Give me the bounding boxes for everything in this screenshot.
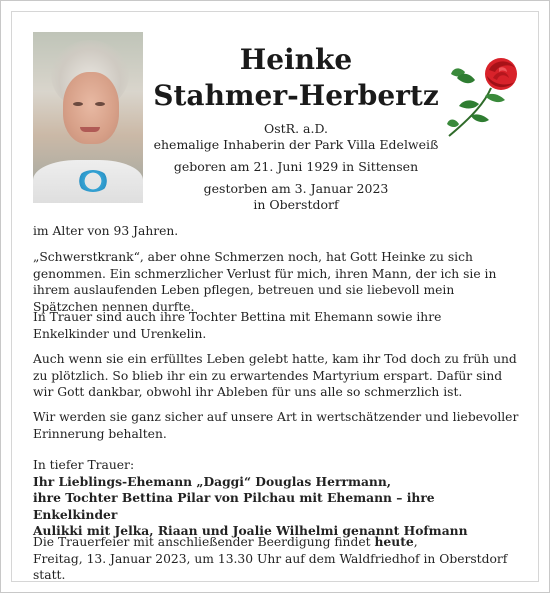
paragraph-1: „Schwerstkrank“, aber ohne Schmerzen noch, hat Gott Heinke zu sich genommen. Ein schmerzlicher Verlust für mich, ihren Mann, der ich sie in ihrem auslaufenden Leben pflegen, betreuen und sie liebevoll mein Spätzchen nennen durfte.	[33, 250, 497, 314]
deceased-first-name: Heinke	[239, 43, 353, 76]
funeral-info: Die Trauerfeier mit anschließender Beerdigung findet heute, Freitag, 13. Januar 2023, um 13.30 Uhr auf dem Waldfriedhof in Oberstdorf statt.	[33, 534, 521, 584]
mourner-husband: Ihr Lieblings-Ehemann „Daggi“ Douglas Herrmann,	[33, 473, 392, 489]
mourner-daughter: ihre Tochter Bettina Pilar von Pilchau mit Ehemann – ihre Enkelkinder	[33, 490, 435, 522]
paragraph-3: Auch wenn sie ein erfülltes Leben gelebt hatte, kam ihr Tod doch zu früh und zu plötzlich. So blieb ihr ein zu erwartendes Martyrium erspart. Dafür sind wir Gott dankbar, obwohl ihr Ableben für uns alle so schmerzlich ist.	[33, 352, 517, 399]
deceased-last-name: Stahmer-Herbertz	[153, 79, 439, 112]
mourners-block	[33, 457, 521, 540]
death-line: gestorben am 3. Januar 2023	[203, 181, 389, 196]
death-place: in Oberstdorf	[253, 197, 339, 212]
funeral-today: heute	[374, 534, 414, 549]
academic-title: OstR. a.D.	[263, 121, 329, 136]
birth-line: geboren am 21. Juni 1929 in Sittensen	[173, 159, 419, 174]
funeral-date-location: Freitag, 13. Januar 2023, um 13.30 Uhr auf dem Waldfriedhof in Oberstdorf statt.	[33, 551, 508, 582]
portrait-photo	[33, 32, 143, 203]
mourners-intro: In tiefer Trauer:	[33, 458, 135, 472]
paragraph-2: In Trauer sind auch ihre Tochter Bettina mit Ehemann sowie ihre Enkelkinder und Urenkelin.	[33, 310, 442, 341]
former-role: ehemalige Inhaberin der Park Villa Edelweiß	[153, 137, 439, 152]
paragraph-4: Wir werden sie ganz sicher auf unsere Art in wertschätzender und liebevoller Erinnerung behalten.	[33, 410, 519, 441]
mourner-grandchildren: Aulikki mit Jelka, Riaan und Joalie Wilhelmi genannt Hofmann	[33, 523, 468, 538]
age-line: im Alter von 93 Jahren.	[33, 224, 179, 238]
red-rose-icon	[445, 56, 525, 141]
